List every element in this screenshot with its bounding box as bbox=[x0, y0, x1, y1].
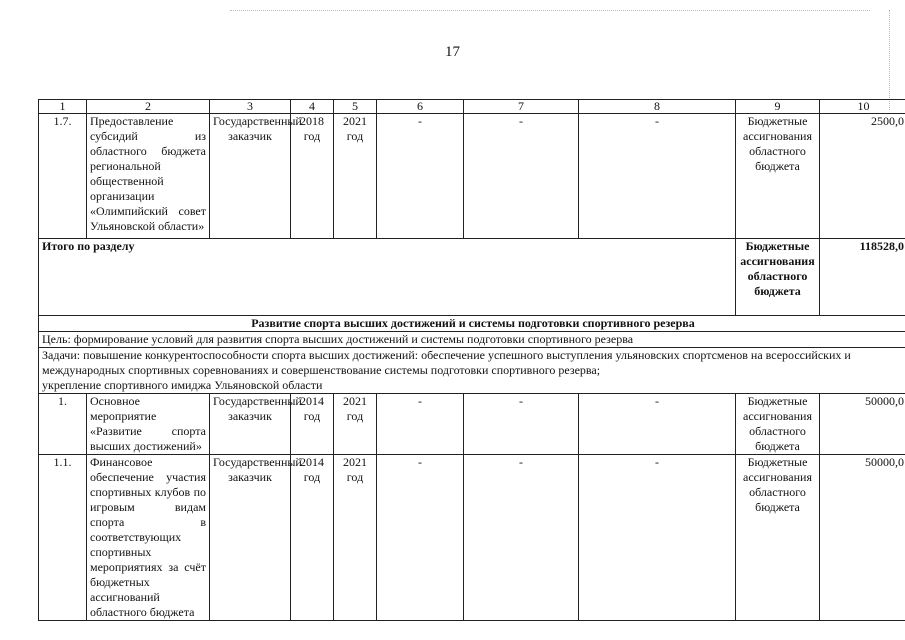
section-title: Развитие спорта высших достижений и системы подготовки спортивного резерва bbox=[39, 316, 905, 332]
table-row bbox=[39, 114, 905, 239]
table-row bbox=[39, 455, 905, 621]
end-year: 2021 год bbox=[334, 114, 377, 239]
section-tasks bbox=[39, 348, 905, 394]
start-year: 2014 год bbox=[291, 455, 334, 621]
start-year: 2018 год bbox=[291, 114, 334, 239]
col-number: 8 bbox=[579, 100, 736, 114]
page-number: 17 bbox=[445, 44, 460, 60]
column-number-row bbox=[39, 100, 905, 114]
row-number: 1.7. bbox=[39, 114, 87, 239]
funding-amount: 50000,0 bbox=[820, 455, 905, 621]
cell-7: - bbox=[464, 455, 579, 621]
row-number: 1.1. bbox=[39, 455, 87, 621]
executor: Государственный заказчик bbox=[210, 114, 291, 239]
section-goal: Цель: формирование условий для развития спорта высших достижений и системы подготовки спортивного резерва bbox=[39, 332, 905, 348]
cell-7: - bbox=[464, 114, 579, 239]
col-number: 6 bbox=[377, 100, 464, 114]
cell-8: - bbox=[579, 455, 736, 621]
executor: Государственный заказчик bbox=[210, 455, 291, 621]
col-number: 5 bbox=[334, 100, 377, 114]
executor: Государственный заказчик bbox=[210, 394, 291, 455]
col-number: 1 bbox=[39, 100, 87, 114]
col-number: 10 bbox=[820, 100, 905, 114]
cell-6: - bbox=[377, 394, 464, 455]
end-year: 2021 год bbox=[334, 394, 377, 455]
scan-artifact-line bbox=[230, 10, 870, 12]
total-label: Итого по разделу bbox=[39, 239, 736, 316]
end-year: 2021 год bbox=[334, 455, 377, 621]
cell-8: - bbox=[579, 394, 736, 455]
total-row bbox=[39, 239, 905, 316]
cell-6: - bbox=[377, 455, 464, 621]
cell-7: - bbox=[464, 394, 579, 455]
funding-source: Бюджетные ассигнования областного бюджета bbox=[736, 455, 820, 621]
cell-6: - bbox=[377, 114, 464, 239]
cell-8: - bbox=[579, 114, 736, 239]
activity-name: Финансовое обеспечение участия спортивных клубов по игровым видам спорта в соответствующих спортивных мероприятиях за счёт бюджетных ассигнований областного бюджета bbox=[87, 455, 210, 621]
funding-amount: 2500,0 bbox=[820, 114, 905, 239]
col-number: 9 bbox=[736, 100, 820, 114]
col-number: 7 bbox=[464, 100, 579, 114]
col-number: 4 bbox=[291, 100, 334, 114]
activity-name: Основное мероприятие «Развитие спорта высших достижений» bbox=[87, 394, 210, 455]
row-number: 1. bbox=[39, 394, 87, 455]
tasks-row bbox=[39, 348, 905, 394]
col-number: 3 bbox=[210, 100, 291, 114]
program-table bbox=[38, 99, 905, 621]
col-number: 2 bbox=[87, 100, 210, 114]
total-amount: 118528,0 bbox=[820, 239, 905, 316]
goal-row bbox=[39, 332, 905, 348]
funding-source: Бюджетные ассигнования областного бюджета bbox=[736, 394, 820, 455]
total-funding-source: Бюджетные ассигнования областного бюджета bbox=[736, 239, 820, 316]
tasks-text: Задачи: повышение конкурентоспособности спорта высших достижений: обеспечение успешного выступления ульяновских спортсменов на всероссийских и международных спортивных соревнованиях и совершенствование системы подготовки спортивного резерва; bbox=[42, 348, 851, 377]
start-year: 2014 год bbox=[291, 394, 334, 455]
tasks-text: укрепление спортивного имиджа Ульяновской области bbox=[42, 378, 323, 392]
funding-amount: 50000,0 bbox=[820, 394, 905, 455]
table-row bbox=[39, 394, 905, 455]
funding-source: Бюджетные ассигнования областного бюджета bbox=[736, 114, 820, 239]
activity-name: Предоставление субсидий из областного бюджета региональной общественной организации «Олимпийский совет Ульяновской области» bbox=[87, 114, 210, 239]
section-title-row bbox=[39, 316, 905, 332]
